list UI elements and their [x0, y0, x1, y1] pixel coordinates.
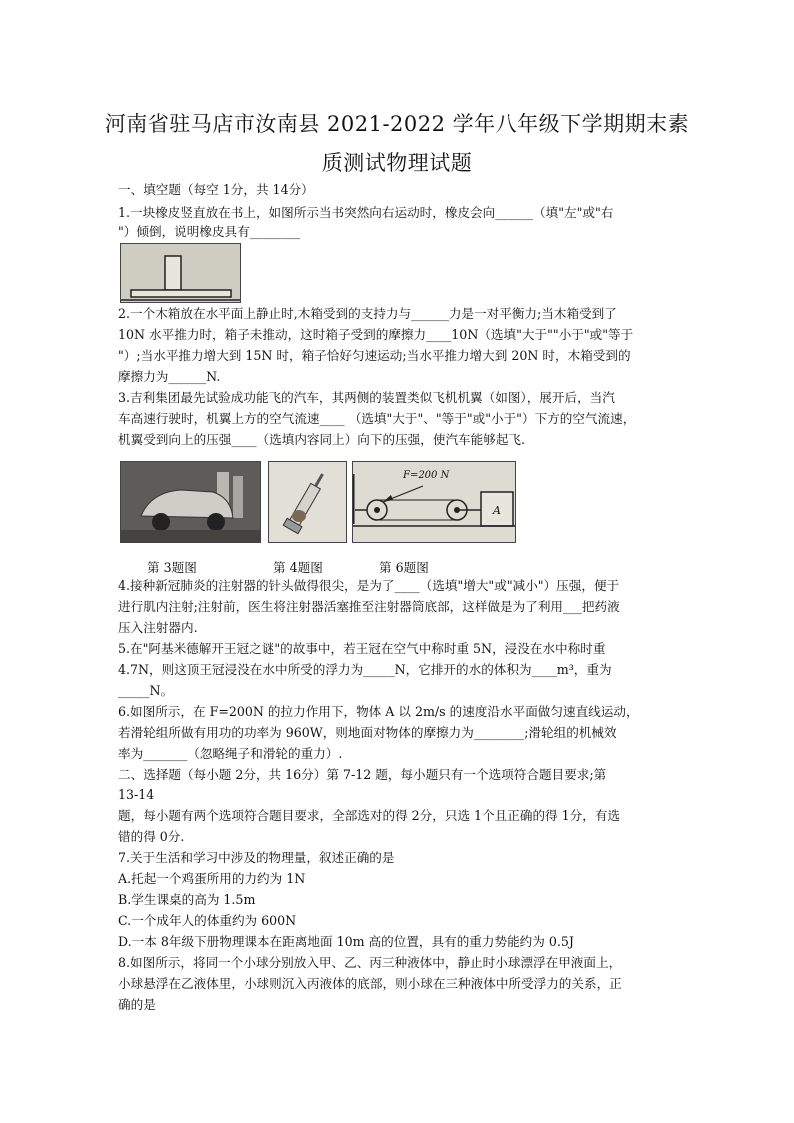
q2-line-4: 摩擦力为______N.	[118, 369, 221, 384]
q7-option-d: D.一本 8年级下册物理课本在距离地面 10m 高的位置，具有的重力势能约为 0.5J	[118, 934, 574, 949]
q8-line-3: 确的是	[118, 997, 156, 1012]
q4-line-2: 进行肌内注射;注射前，医生将注射器活塞推至注射器筒底部，这样做是为了利用___把药液	[118, 599, 620, 614]
q8-line-1: 8.如图所示，将同一个小球分别放入甲、乙、丙三种液体中，静止时小球漂浮在甲液面上，	[118, 955, 622, 970]
caption-figure-4: 第 4题图	[273, 560, 323, 575]
q6-line-1: 6.如图所示，在 F=200N 的拉力作用下，物体 A 以 2m/s 的速度沿水平面做匀速直线运动，	[118, 704, 639, 719]
q3-line-1: 3.吉利集团最先试验成功能飞的汽车，其两侧的装置类似飞机机翼（如图），展开后，当汽	[118, 390, 615, 405]
section-2-heading-cont: 13-14	[118, 787, 155, 802]
figure-eraser-on-book	[120, 243, 241, 303]
section-2-heading: 二、选择题（每小题 2分，共 16分）第 7-12 题，每小题只有一个选项符合题目要求;第	[118, 767, 607, 782]
q7-option-a: A.托起一个鸡蛋所用的力约为 1N	[118, 871, 306, 886]
q7-option-b: B.学生课桌的高为 1.5m	[118, 892, 256, 907]
q7-option-c: C.一个成年人的体重约为 600N	[118, 913, 297, 928]
q6-line-2: 若滑轮组所做有用功的功率为 960W，则地面对物体的摩擦力为________;滑轮组的机械效	[118, 725, 617, 740]
document-title-line-1: 河南省驻马店市汝南县 2021-2022 学年八年级下学期期末素	[104, 112, 690, 136]
q5-line-3: _____N。	[118, 683, 174, 698]
q5-line-2: 4.7N，则这顶王冠浸没在水中所受的浮力为_____N，它排开的水的体积为____m³，重为	[118, 662, 612, 677]
q2-line-3: "）;当水平推力增大到 15N 时，箱子恰好匀速运动;当水平推力增大到 20N 时，木箱受到的	[118, 348, 631, 363]
pulley-drawing	[353, 462, 515, 542]
q3-line-3: 机翼受到向上的压强____（选填内容同上）向下的压强，使汽车能够起飞.	[118, 432, 526, 447]
flying-car-photo	[121, 462, 260, 542]
figure-syringe	[268, 461, 347, 543]
section-1-heading: 一、填空题（每空 1分，共 14分）	[118, 182, 314, 197]
q1-line-1: 1.一块橡皮竖直放在书上，如图所示当书突然向右运动时，橡皮会向______（填"左"或"右	[118, 205, 614, 220]
q4-line-1: 4.接种新冠肺炎的注射器的针头做得很尖，是为了____（选填"增大"或"减小"）压强，便于	[118, 578, 620, 593]
block-label: A	[493, 504, 501, 517]
section-2-instructions-1: 题，每小题有两个选项符合题目要求，全部选对的得 2分，只选 1个且正确的得 1分，有选	[118, 808, 621, 823]
q1-line-2: "）倾倒，说明橡皮具有________	[118, 224, 301, 239]
q5-line-1: 5.在"阿基米德解开王冠之谜"的故事中，若王冠在空气中称时重 5N，浸没在水中称时重	[118, 641, 606, 656]
document-title-line-2: 质测试物理试题	[321, 151, 473, 175]
figure-pulley-system	[352, 461, 516, 543]
q2-line-1: 2.一个木箱放在水平面上静止时,木箱受到的支持力与______力是一对平衡力;当木箱受到了	[118, 306, 617, 321]
section-2-instructions-2: 错的得 0分.	[118, 829, 185, 844]
caption-figure-3: 第 3题图	[147, 560, 197, 575]
q8-line-2: 小球悬浮在乙液体里，小球则沉入丙液体的底部，则小球在三种液体中所受浮力的关系，正	[118, 976, 622, 991]
syringe-photo	[269, 462, 346, 542]
q6-line-3: 率为_______（忽略绳子和滑轮的重力）.	[118, 746, 343, 761]
q3-line-2: 车高速行驶时，机翼上方的空气流速____ （选填"大于"、"等于"或"小于"）下方的空气流速，	[118, 411, 636, 426]
q4-line-3: 压入注射器内.	[118, 620, 198, 635]
caption-figure-6: 第 6题图	[379, 560, 429, 575]
q7-stem: 7.关于生活和学习中涉及的物理量，叙述正确的是	[118, 850, 395, 865]
q2-line-2: 10N 水平推力时，箱子未推动，这时箱子受到的摩擦力____10N（选填"大于""小于"或"等于	[118, 327, 634, 342]
force-label: F=200 N	[403, 470, 450, 481]
eraser-book-drawing	[121, 244, 240, 302]
figure-flying-car	[120, 461, 261, 543]
